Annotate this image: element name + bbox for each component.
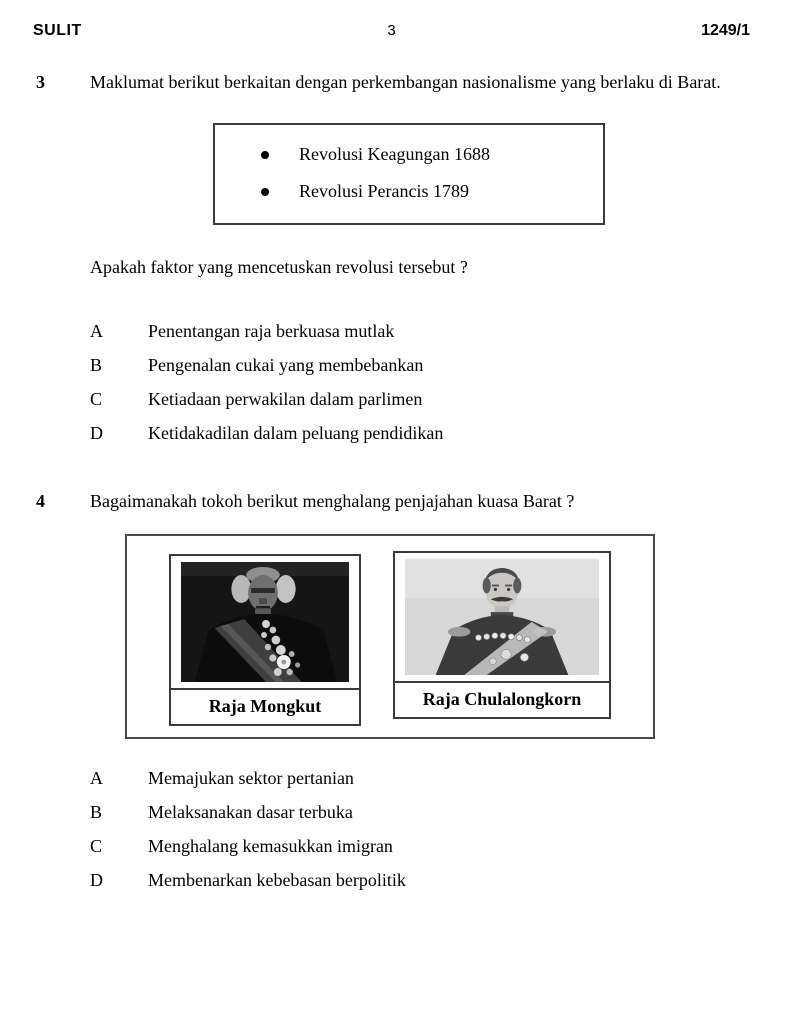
option-q4-b: [0, 803, 788, 822]
question-3: [0, 64, 788, 101]
bullet-text: Revolusi Keagungan 1688: [299, 144, 490, 164]
option-text: Melaksanakan dasar terbuka: [148, 802, 353, 822]
bullet-text: Revolusi Perancis 1789: [299, 181, 469, 201]
option-text: Pengenalan cukai yang membebankan: [148, 355, 424, 375]
question-3-number: 3: [36, 72, 45, 92]
option-letter: C: [90, 389, 103, 409]
figure-box-q4: [125, 534, 655, 739]
raja-chulalongkorn-caption: Raja Chulalongkorn: [395, 681, 609, 717]
portrait-raja-mongkut: [169, 554, 361, 726]
option-letter: D: [90, 870, 103, 890]
paper-code: 1249/1: [701, 22, 750, 39]
option-q4-d: [0, 871, 788, 890]
bullet-icon: [261, 151, 269, 159]
portrait-raja-chulalongkorn: [393, 551, 611, 719]
option-letter: A: [90, 321, 103, 341]
page-number: 3: [387, 22, 396, 39]
question-3-prompt: Apakah faktor yang mencetuskan revolusi tersebut ?: [90, 257, 468, 277]
question-4: [0, 483, 788, 520]
option-letter: A: [90, 768, 103, 788]
option-q3-b: [0, 356, 788, 375]
option-text: Memajukan sektor pertanian: [148, 768, 354, 788]
option-text: Membenarkan kebebasan berpolitik: [148, 870, 406, 890]
bullet-item: [215, 173, 595, 210]
option-text: Menghalang kemasukkan imigran: [148, 836, 393, 856]
option-text: Ketiadaan perwakilan dalam parlimen: [148, 389, 423, 409]
options-q4: [0, 769, 788, 890]
raja-chulalongkorn-photo: [405, 559, 599, 675]
option-q3-c: [0, 390, 788, 409]
raja-mongkut-photo: [181, 562, 349, 682]
option-q4-a: [0, 769, 788, 788]
option-text: Ketidakadilan dalam peluang pendidikan: [148, 423, 444, 443]
stimulus-box-q3: [213, 123, 605, 225]
option-q4-c: [0, 837, 788, 856]
option-text: Penentangan raja berkuasa mutlak: [148, 321, 395, 341]
bullet-item: [215, 136, 595, 173]
raja-mongkut-caption: Raja Mongkut: [171, 688, 359, 724]
option-letter: B: [90, 355, 103, 375]
page-header: [0, 0, 788, 40]
option-q3-a: [0, 322, 788, 341]
question-3-text: Maklumat berikut berkaitan dengan perkembangan nasionalisme yang berlaku di Barat.: [90, 72, 721, 92]
option-letter: D: [90, 423, 103, 443]
bullet-icon: [261, 188, 269, 196]
option-letter: C: [90, 836, 103, 856]
question-4-number: 4: [36, 491, 45, 511]
question-4-text: Bagaimanakah tokoh berikut menghalang penjajahan kuasa Barat ?: [90, 491, 575, 511]
option-q3-d: [0, 424, 788, 443]
options-q3: [0, 322, 788, 443]
option-letter: B: [90, 802, 103, 822]
confidential-label: SULIT: [33, 22, 82, 39]
